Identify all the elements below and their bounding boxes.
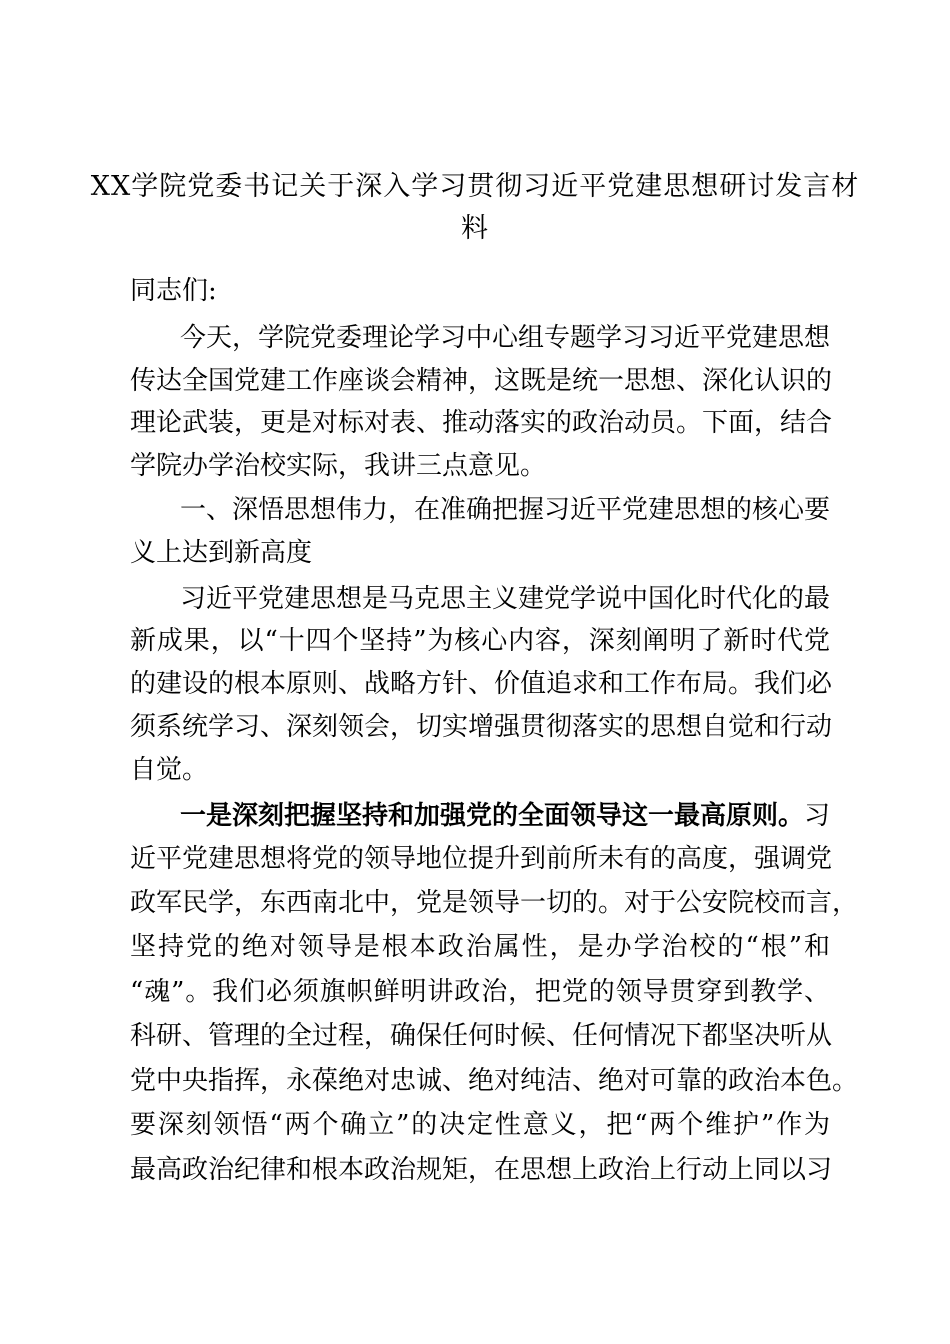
point1-first-line [180,796,830,836]
point1-bold-heading: 一是深刻把握坚持和加强党的全面领导这一最高原则。 [180,801,805,831]
intro-line-3: 理论武装，更是对标对表、推动落实的政治动员。下面，结合 [130,408,833,438]
section1-body-line-3: 的建设的根本原则、战略方针、价值追求和工作布局。我们必 [130,669,833,699]
section1-heading-line-1: 一、深悟思想伟力，在准确把握习近平党建思想的核心要 [180,495,831,525]
point1-first-line-tail: 习 [804,801,831,831]
section1-body-line-4: 须系统学习、深刻领会，切实增强贯彻落实的思想自觉和行动 [130,712,833,742]
point1-line-6: 科研、管理的全过程，确保任何时候、任何情况下都坚决听从 [130,1021,833,1051]
section1-body-line-1: 习近平党建思想是马克思主义建党学说中国化时代化的最 [180,584,831,614]
document-title-line-2: 料 [461,213,489,244]
intro-line-4: 学院办学治校实际，我讲三点意见。 [130,451,547,481]
document-title-line-1: XX学院党委书记关于深入学习贯彻习近平党建思想研讨发言材 [90,171,860,202]
point1-line-4: 坚持党的绝对领导是根本政治属性，是办学治校的“根”和 [130,932,830,962]
point1-line-8: 要深刻领悟“两个确立”的决定性意义，把“两个维护”作为 [130,1110,830,1140]
section1-body-line-2: 新成果，以“十四个坚持”为核心内容，深刻阐明了新时代党 [130,626,830,656]
section1-heading-line-2: 义上达到新高度 [130,538,313,568]
point1-line-3: 政军民学，东西南北中，党是领导一切的。对于公安院校而言， [130,888,859,918]
intro-line-1: 今天，学院党委理论学习中心组专题学习习近平党建思想 [180,323,831,353]
section1-body-line-5: 自觉。 [130,755,209,785]
point1-line-5: “魂”。我们必须旗帜鲜明讲政治，把党的领导贯穿到教学、 [130,977,830,1007]
point1-line-9: 最高政治纪律和根本政治规矩，在思想上政治上行动上同以习 [130,1155,833,1185]
salutation: 同志们: [130,276,217,306]
intro-line-2: 传达全国党建工作座谈会精神，这既是统一思想、深化认识的 [130,366,833,396]
point1-line-7: 党中央指挥，永葆绝对忠诚、绝对纯洁、绝对可靠的政治本色。 [130,1066,859,1096]
point1-line-2: 近平党建思想将党的领导地位提升到前所未有的高度，强调党 [130,844,833,874]
